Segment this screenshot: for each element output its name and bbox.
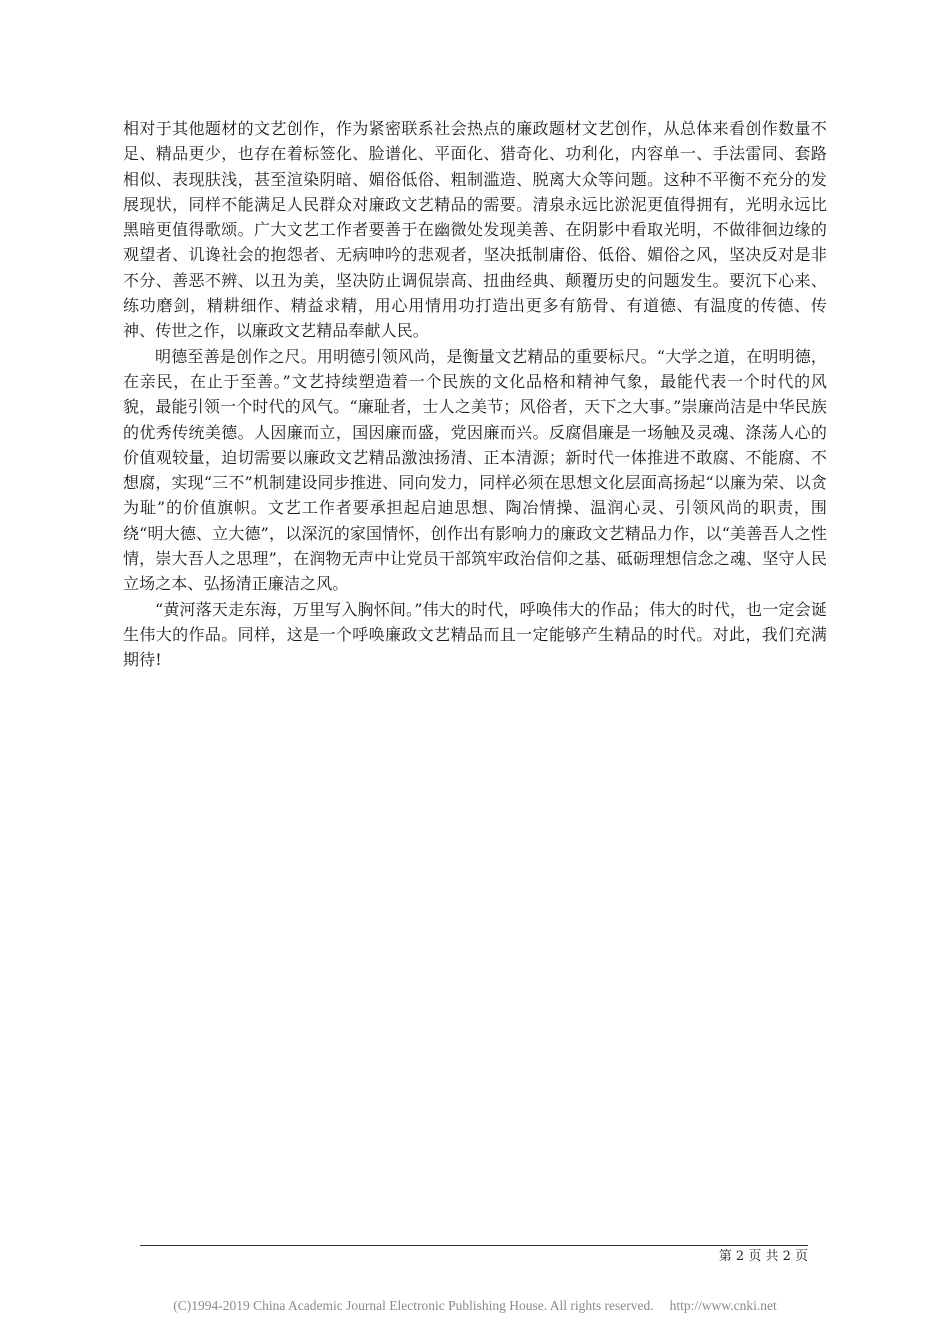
- footer-divider: [140, 1245, 808, 1246]
- copyright-url[interactable]: http://www.cnki.net: [669, 1298, 777, 1313]
- page-number: 第 2 页 共 2 页: [718, 1249, 808, 1264]
- copyright-notice: (C)1994-2019 China Academic Journal Electronic Publishing House. All rights reserved.: [173, 1298, 654, 1313]
- copyright-line: [0, 1297, 950, 1315]
- article-body: [123, 116, 827, 673]
- paragraph-3: “黄河落天走东海，万里写入胸怀间。”伟大的时代，呼唤伟大的作品；伟大的时代，也一定会诞生伟大的作品。同样，这是一个呼唤廉政文艺精品而且一定能够产生精品的时代。对此，我们充满期待!: [123, 599, 827, 670]
- paragraph-1: 相对于其他题材的文艺创作，作为紧密联系社会热点的廉政题材文艺创作，从总体来看创作数量不足、精品更少，也存在着标签化、脸谱化、平面化、猎奇化、功利化，内容单一、手法雷同、套路相似、表现肤浅，甚至渲染阴暗、媚俗低俗、粗制滥造、脱离大众等问题。这种不平衡不充分的发展现状，同样不能满足人民群众对廉政文艺精品的需要。清泉永远比淤泥更值得拥有，光明永远比黑暗更值得歌颂。广大文艺工作者要善于在幽微处发现美善、在阴影中看取光明，不做徘徊边缘的观望者、讥谗社会的抱怨者、无病呻吟的悲观者，坚决抵制庸俗、低俗、媚俗之风，坚决反对是非不分、善恶不辨、以丑为美，坚决防止调侃崇高、扭曲经典、颠覆历史的问题发生。要沉下心来、练功磨剑，精耕细作、精益求精，用心用情用功打造出更多有筋骨、有道德、有温度的传德、传神、传世之作，以廉政文艺精品奉献人民。: [123, 119, 827, 341]
- paragraph-2: 明德至善是创作之尺。用明德引领风尚，是衡量文艺精品的重要标尺。“大学之道，在明明德，在亲民，在止于至善。”文艺持续塑造着一个民族的文化品格和精神气象，最能代表一个时代的风貌，最能引领一个时代的风气。“廉耻者，士人之美节；风俗者，天下之大事。”崇廉尚洁是中华民族的优秀传统美德。人因廉而立，国因廉而盛，党因廉而兴。反腐倡廉是一场触及灵魂、涤荡人心的价值观较量，迫切需要以廉政文艺精品激浊扬清、正本清源；新时代一体推进不敢腐、不能腐、不想腐，实现“三不”机制建设同步推进、同向发力，同样必须在思想文化层面高扬起“以廉为荣、以贪为耻”的价值旗帜。文艺工作者要承担起启迪思想、陶冶情操、温润心灵、引领风尚的职责，围绕“明大德、立大德”，以深沉的家国情怀，创作出有影响力的廉政文艺精品力作，以“美善吾人之性情，崇大吾人之思理”，在润物无声中让党员干部筑牢政治信仰之基、砥砺理想信念之魂、坚守人民立场之本、弘扬清正廉洁之风。: [123, 346, 827, 594]
